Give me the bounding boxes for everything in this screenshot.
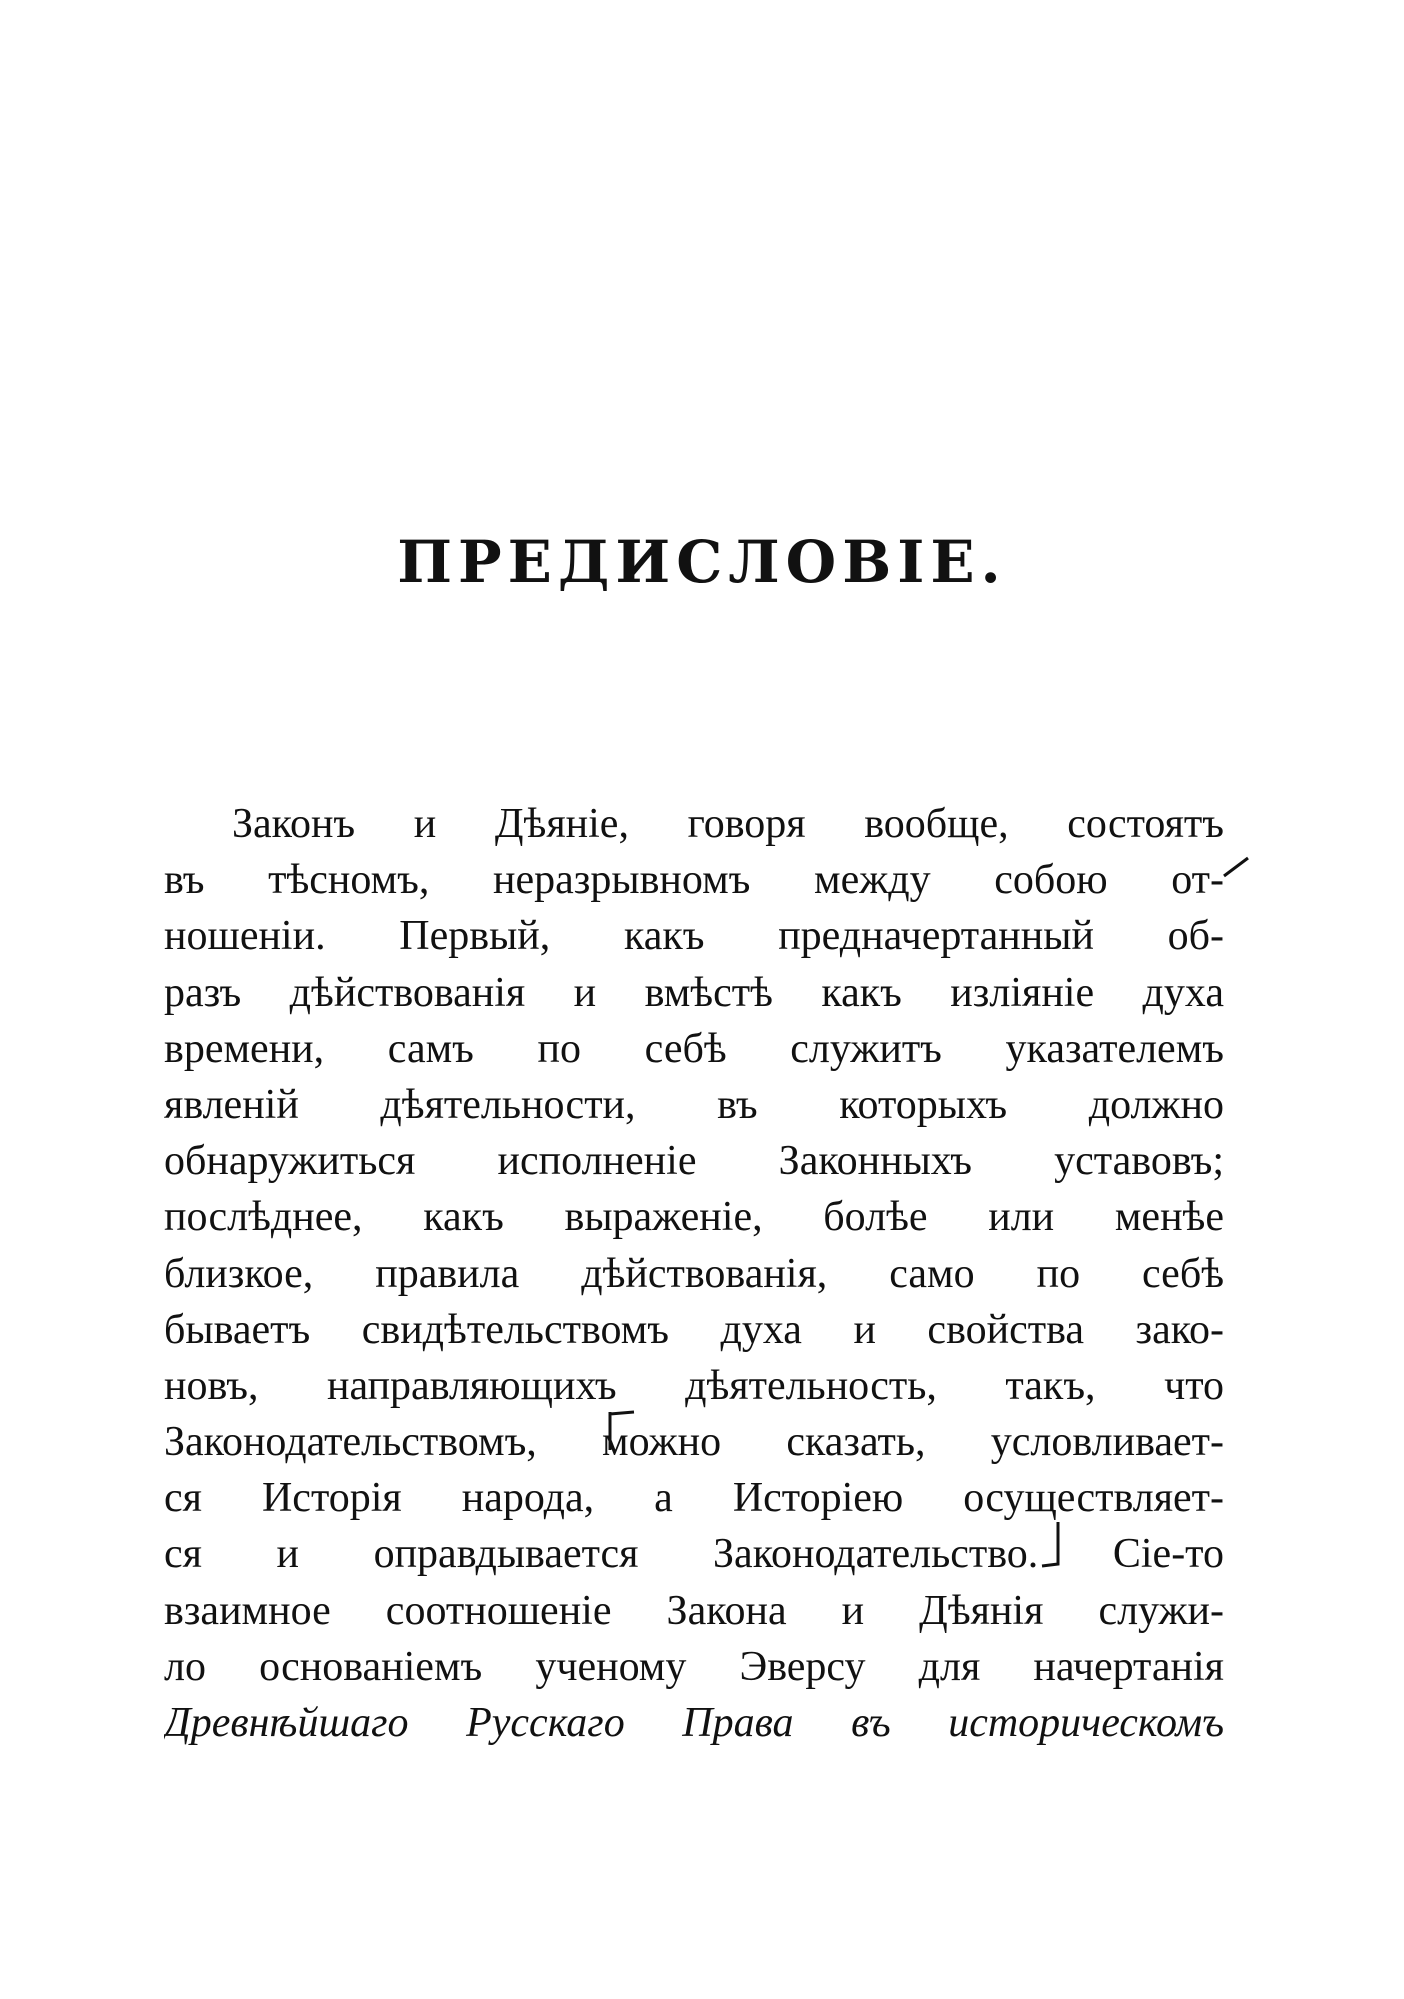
text-line: ся и оправдывается Законодательство. Сіе-то	[164, 1531, 1224, 1578]
text-line: послѣднее, какъ выраженіе, болѣе или менѣе	[164, 1194, 1224, 1241]
pencil-tick-mark	[1222, 854, 1252, 880]
text-line: Законодательствомъ, можно сказать, условливает-	[164, 1419, 1224, 1466]
text-line: близкое, правила дѣйствованія, само по себѣ	[164, 1250, 1224, 1297]
text-line: обнаружиться исполненіе Законныхъ уставовъ;	[164, 1138, 1224, 1185]
text-line: въ тѣсномъ, неразрывномъ между собою от-	[164, 857, 1224, 904]
text-line: Законъ и Дѣяніе, говоря вообще, состоятъ	[232, 801, 1224, 847]
page-title: ПРЕДИСЛОВІЕ.	[397, 528, 1007, 596]
text-line: разъ дѣйствованія и вмѣстѣ какъ изліяніе духа	[164, 969, 1224, 1016]
text-line: ся Исторія народа, а Исторіею осуществляет-	[164, 1475, 1224, 1522]
text-line: Древнѣйшаго Русскаго Права въ историческомъ	[164, 1700, 1224, 1746]
text-line: взаимное соотношеніе Закона и Дѣянія служи-	[164, 1587, 1224, 1634]
text-line: бываетъ свидѣтельствомъ духа и свойства зако-	[164, 1306, 1224, 1353]
text-line: явленій дѣятельности, въ которыхъ должно	[164, 1081, 1224, 1128]
text-line: ношеніи. Первый, какъ предначертанный об-	[164, 913, 1224, 960]
pencil-bracket-mark	[1038, 1520, 1064, 1570]
text-line: времени, самъ по себѣ служитъ указателемъ	[164, 1025, 1224, 1072]
text-line: ло основаніемъ ученому Эверсу для начертанія	[164, 1643, 1224, 1690]
body-paragraph	[164, 796, 1224, 1751]
pencil-bracket-mark	[606, 1410, 638, 1454]
text-line: новъ, направляющихъ дѣятельность, такъ, что	[164, 1362, 1224, 1409]
